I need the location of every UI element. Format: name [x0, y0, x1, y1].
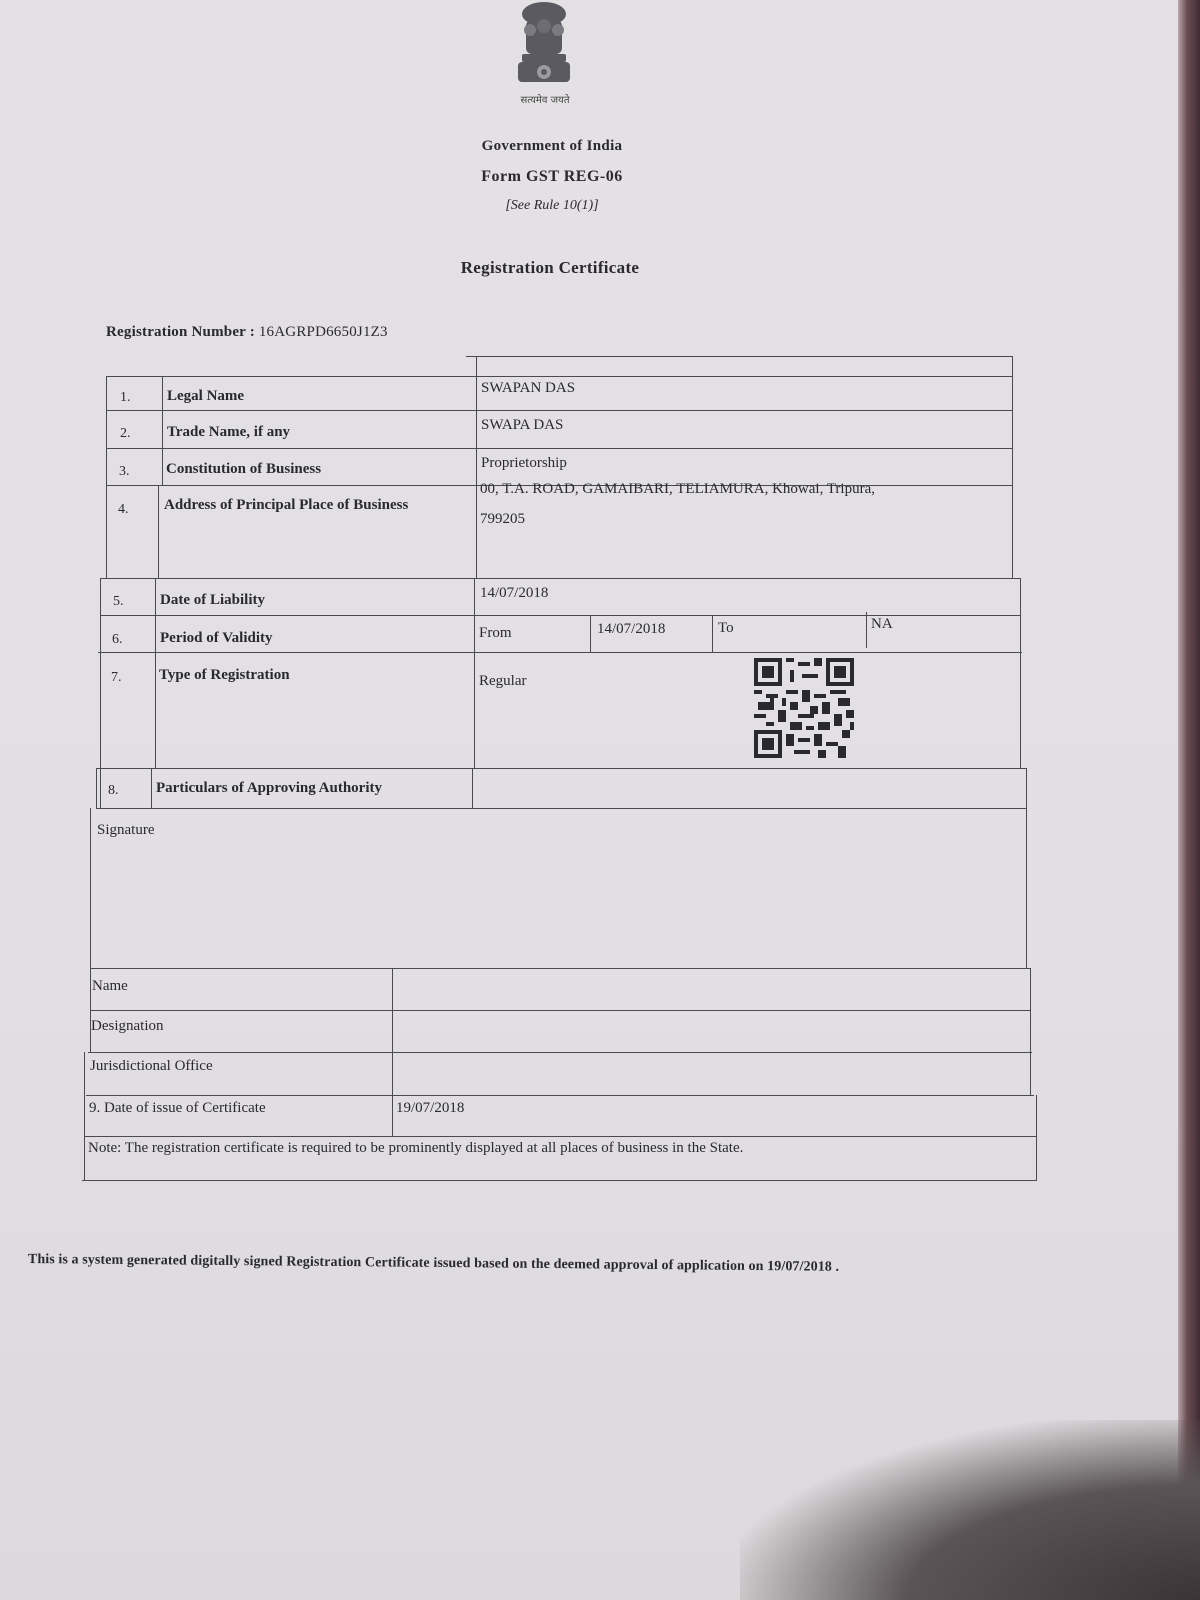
issue-date-label: 9. Date of issue of Certificate: [89, 1100, 266, 1116]
address-value-line2: 799205: [480, 511, 525, 527]
jurisdictional-office-label: Jurisdictional Office: [90, 1058, 213, 1074]
address-value-line1: 00, T.A. ROAD, GAMAIBARI, TELIAMURA, Khowai, Tripura,: [480, 481, 876, 497]
validity-to-value: NA: [871, 616, 893, 632]
row-number: 2.: [120, 426, 131, 441]
row-number: 6.: [112, 632, 123, 647]
signature-label: Signature: [97, 822, 155, 838]
issue-date-value: 19/07/2018: [396, 1100, 465, 1116]
certificate-title: Registration Certificate: [460, 258, 640, 277]
trade-name-value: SWAPA DAS: [481, 417, 564, 433]
trade-name-label: Trade Name, if any: [167, 424, 291, 440]
validity-to-label: To: [718, 620, 734, 636]
registration-type-label: Type of Registration: [159, 667, 290, 683]
legal-name-label: Legal Name: [167, 388, 245, 404]
registration-number: 16AGRPD6650J1Z3: [258, 324, 388, 340]
row-number: 1.: [120, 390, 131, 405]
rule-reference: [See Rule 10(1)]: [505, 198, 599, 213]
designation-label: Designation: [91, 1018, 164, 1034]
liability-date-label: Date of Liability: [160, 592, 265, 608]
note-text: Note: The registration certificate is required to be prominently displayed at all places of business in the State.: [88, 1140, 744, 1156]
constitution-value: Proprietorship: [481, 455, 567, 471]
address-label: Address of Principal Place of Business: [164, 497, 409, 513]
validity-from-label: From: [479, 625, 512, 641]
form-title: Form GST REG-06: [481, 168, 623, 185]
photo-shadow: [740, 1420, 1200, 1600]
name-label: Name: [92, 978, 128, 994]
row-number: 4.: [118, 502, 129, 517]
registration-type-value: Regular: [479, 673, 527, 689]
footer-statement: This is a system generated digitally signed Registration Certificate issued based on the deemed approval of application on 19/07/2018 .: [27, 1252, 840, 1275]
liability-date-value: 14/07/2018: [480, 585, 549, 601]
row-number: 7.: [111, 670, 122, 685]
government-title: Government of India: [481, 138, 623, 154]
constitution-label: Constitution of Business: [166, 461, 322, 477]
validity-label: Period of Validity: [160, 630, 273, 646]
row-number: 5.: [113, 594, 124, 609]
row-number: 3.: [119, 464, 130, 479]
emblem-motto: सत्यमेव जयते: [520, 95, 570, 106]
approving-authority-label: Particulars of Approving Authority: [156, 780, 382, 796]
registration-number-label: Registration Number :: [106, 324, 255, 340]
legal-name-value: SWAPAN DAS: [481, 380, 576, 396]
row-number: 8.: [108, 783, 119, 798]
qr-code-icon: [753, 658, 855, 758]
validity-from-value: 14/07/2018: [597, 621, 666, 637]
